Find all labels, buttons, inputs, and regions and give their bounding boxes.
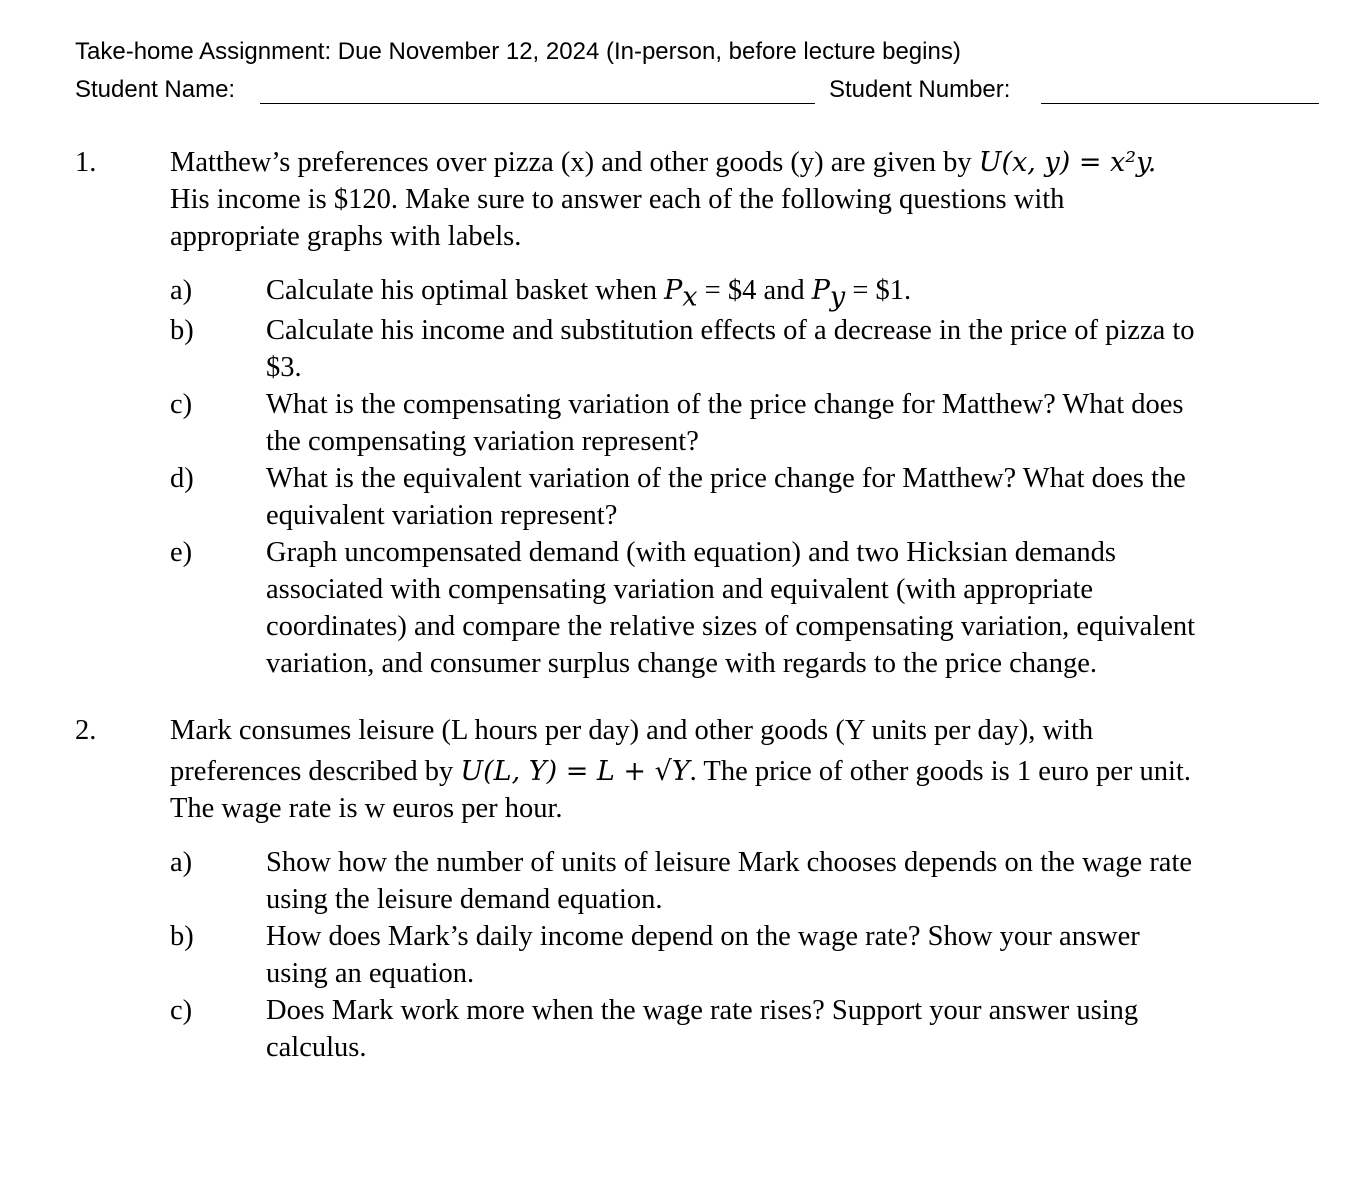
q1-stem [170,144,1330,255]
price-x-symbol: P [664,275,683,306]
student-name-label: Student Name: [75,76,236,103]
q2-stem-line2-end: . The price of other goods is 1 euro per unit. [689,756,1191,787]
student-number-field[interactable] [1041,103,1319,104]
q2-utility-function: U(L, Y) = L + √Y [460,756,690,787]
price-y-symbol: P [811,275,830,306]
q1-part-a-label: a) [170,275,193,306]
q2-part-a-label: a) [170,847,193,878]
price-x-subscript: x [682,281,698,313]
q1-part-a-text: Calculate his optimal basket when [266,275,665,306]
q2-part-b-line1: How does Mark’s daily income depend on the wage rate? Show your answer [266,921,1140,952]
q2-stem-line1: Mark consumes leisure (L hours per day) and other goods (Y units per day), with [170,715,1094,746]
q1-part-e-line4: variation, and consumer surplus change with regards to the price change. [266,648,1097,679]
q2-part-b-label: b) [170,921,194,952]
q1-part-c-line2: the compensating variation represent? [266,426,699,457]
q1-part-b-line2: $3. [266,352,302,383]
student-info-row [75,76,1320,106]
q1-stem-line3: appropriate graphs with labels. [170,221,522,252]
q1-utility-function: U(x, y) = x²y. [978,147,1157,178]
q1-number: 1. [75,147,97,178]
q1-part-e-line1: Graph uncompensated demand (with equation) and two Hicksian demands [266,537,1117,568]
q2-part-a-line1: Show how the number of units of leisure Mark chooses depends on the wage rate [266,847,1193,878]
q2-stem-line2: preferences described by [170,756,461,787]
q2-part-c-line1: Does Mark work more when the wage rate rises? Support your answer using [266,995,1139,1026]
q1-stem-line2: His income is $120. Make sure to answer each of the following questions with [170,184,1065,215]
q1-part-e-line2: associated with compensating variation and equivalent (with appropriate [266,574,1094,605]
q1-part-c-line1: What is the compensating variation of the price change for Matthew? What does [266,389,1184,420]
q1-part-d-label: d) [170,463,194,494]
q1-part-b-label: b) [170,315,194,346]
q2-stem [170,712,1330,827]
q1-stem-line1: Matthew’s preferences over pizza (x) and other goods (y) are given by [170,147,979,178]
q1-part-e-label: e) [170,537,193,568]
price-y-subscript: y [829,281,846,313]
student-name-field[interactable] [260,103,815,104]
q1-part-c-label: c) [170,389,193,420]
q2-part-b-line2: using an equation. [266,958,475,989]
q1-part-b-line1: Calculate his income and substitution effects of a decrease in the price of pizza to [266,315,1195,346]
q2-part-a-line2: using the leisure demand equation. [266,884,663,915]
q2-number: 2. [75,715,97,746]
q2-stem-line3: The wage rate is w euros per hour. [170,793,563,824]
q1-part-e-line3: coordinates) and compare the relative sizes of compensating variation, equivalent [266,611,1196,642]
student-number-label: Student Number: [829,76,1011,103]
q1-part-d-line2: equivalent variation represent? [266,500,618,531]
q2-part-c-line2: calculus. [266,1032,367,1063]
q2-part-c-label: c) [170,995,193,1026]
price-x-value: = $4 and [697,275,812,306]
assignment-title: Take-home Assignment: Due November 12, 2024 (In-person, before lecture begins) [75,38,961,65]
price-y-value: = $1. [845,275,912,306]
q1-part-d-line1: What is the equivalent variation of the price change for Matthew? What does the [266,463,1186,494]
